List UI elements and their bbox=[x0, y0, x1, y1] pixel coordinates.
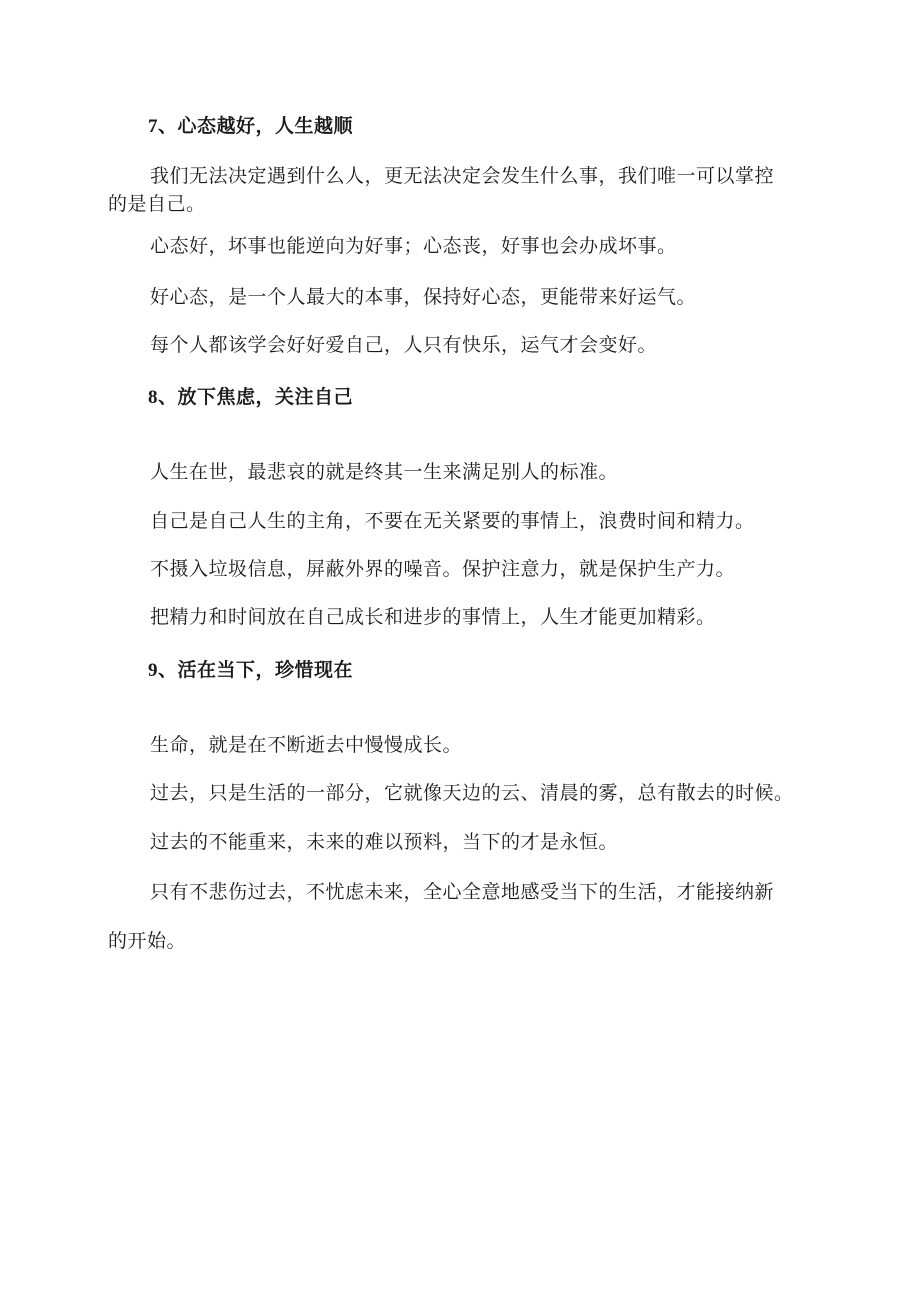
section-title: 、放下焦虑，关注自己 bbox=[158, 386, 354, 408]
paragraph-line: 过去的不能重来，未来的难以预料，当下的才是永恒。 bbox=[150, 831, 619, 853]
paragraph-line: 生命，就是在不断逝去中慢慢成长。 bbox=[150, 734, 463, 756]
section-heading bbox=[148, 114, 353, 139]
paragraph-line: 好心态，是一个人最大的本事，保持好心态，更能带来好运气。 bbox=[150, 286, 697, 308]
section-heading bbox=[148, 385, 353, 410]
paragraph-line: 自己是自己人生的主角，不要在无关紧要的事情上，浪费时间和精力。 bbox=[150, 510, 755, 532]
section-number: 7 bbox=[148, 116, 158, 137]
paragraph-line: 把精力和时间放在自己成长和进步的事情上，人生才能更加精彩。 bbox=[150, 606, 716, 628]
section-title: 、活在当下，珍惜现在 bbox=[158, 659, 354, 681]
section-heading bbox=[148, 658, 353, 683]
section-number: 9 bbox=[148, 660, 158, 681]
paragraph-line: 人生在世，最悲哀的就是终其一生来满足别人的标准。 bbox=[150, 461, 619, 483]
paragraph-line: 心态好，坏事也能逆向为好事；心态丧，好事也会办成坏事。 bbox=[150, 235, 677, 257]
section-number: 8 bbox=[148, 387, 158, 408]
paragraph-line: 每个人都该学会好好爱自己，人只有快乐，运气才会变好。 bbox=[150, 334, 658, 356]
paragraph-line: 的开始。 bbox=[108, 930, 187, 952]
paragraph-line: 过去，只是生活的一部分，它就像天边的云、清晨的雾，总有散去的时候。 bbox=[150, 782, 794, 804]
paragraph-line: 我们无法决定遇到什么人，更无法决定会发生什么事，我们唯一可以掌控 bbox=[150, 165, 775, 187]
paragraph-line: 不摄入垃圾信息，屏蔽外界的噪音。保护注意力，就是保护生产力。 bbox=[150, 558, 736, 580]
paragraph-line: 只有不悲伤过去，不忧虑未来，全心全意地感受当下的生活，才能接纳新 bbox=[150, 881, 775, 903]
section-title: 、心态越好，人生越顺 bbox=[158, 115, 354, 137]
paragraph-line: 的是自己。 bbox=[108, 193, 206, 215]
